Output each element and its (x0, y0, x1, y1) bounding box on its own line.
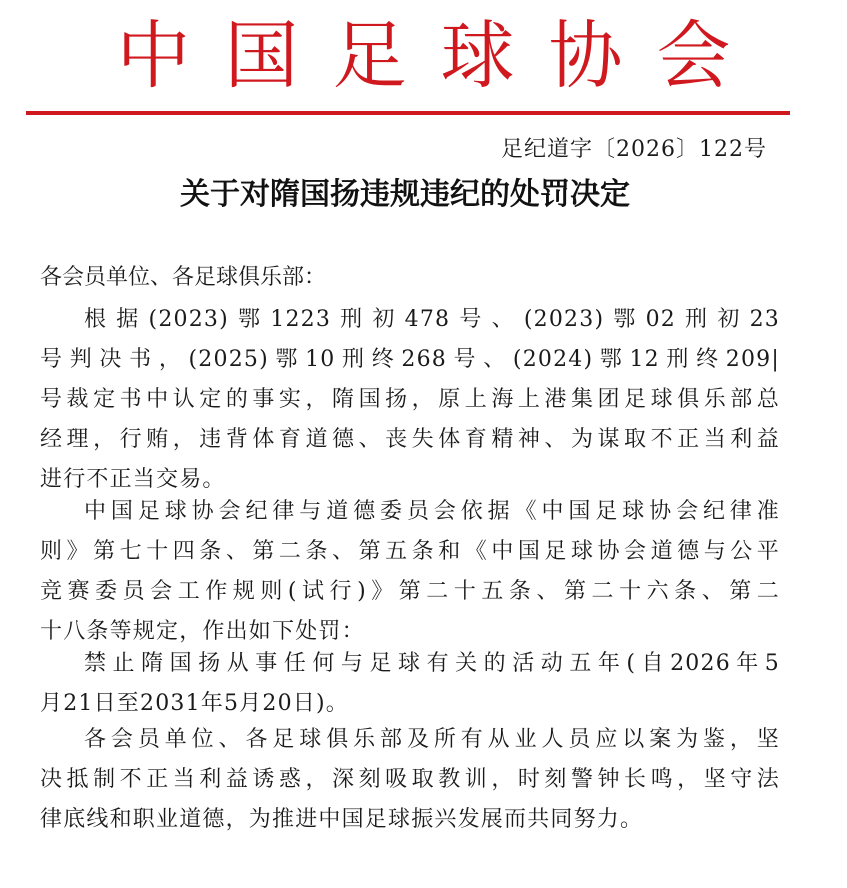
paragraph-line: 各会员单位、各足球俱乐部及所有从业人员应以案为鉴，坚 (84, 727, 780, 752)
paragraph-line: 进行不正当交易。 (40, 467, 226, 492)
paragraph-line: 竞赛委员会工作规则(试行)》第二十五条、第二十六条、第二 (40, 579, 780, 604)
paragraph-line: 经理，行贿，违背体育道德、丧失体育精神、为谋取不正当利益 (40, 427, 780, 452)
paragraph-line: 则》第七十四条、第二条、第五条和《中国足球协会道德与公平 (40, 539, 780, 564)
paragraph-line: 十八条等规定，作出如下处罚： (40, 619, 365, 644)
paragraph-line: 月21日至2031年5月20日)。 (40, 691, 349, 716)
paragraph-warning (40, 720, 780, 840)
salutation: 各会员单位、各足球俱乐部： (40, 265, 327, 290)
paragraph-penalty (40, 644, 780, 724)
paragraph-line: 决抵制不正当利益诱惑，深刻吸取教训，时刻警钟长鸣，坚守法 (40, 767, 780, 792)
paragraph-line: 号判决书，(2025)鄂10刑终268号、(2024)鄂12刑终209| (40, 347, 780, 372)
paragraph-line: 中国足球协会纪律与道德委员会依据《中国足球协会纪律准 (84, 499, 780, 524)
document-title: 关于对隋国扬违规违纪的处罚决定 (180, 177, 630, 212)
paragraph-regulations (40, 492, 780, 652)
paragraph-line: 律底线和职业道德，为推进中国足球振兴发展而共同努力。 (40, 807, 644, 832)
paragraph-line: 号裁定书中认定的事实，隋国扬，原上海上港集团足球俱乐部总 (40, 387, 780, 412)
document-number: 足纪道字〔2026〕122号 (501, 137, 767, 162)
paragraph-line: 根据(2023)鄂1223刑初478号、(2023)鄂02刑初23 (84, 307, 780, 332)
red-divider-line (26, 111, 790, 115)
paragraph-line: 禁止隋国扬从事任何与足球有关的活动五年(自2026年5 (84, 651, 780, 676)
paragraph-basis (40, 300, 780, 500)
organization-name: 中国足球协会 (116, 13, 765, 99)
